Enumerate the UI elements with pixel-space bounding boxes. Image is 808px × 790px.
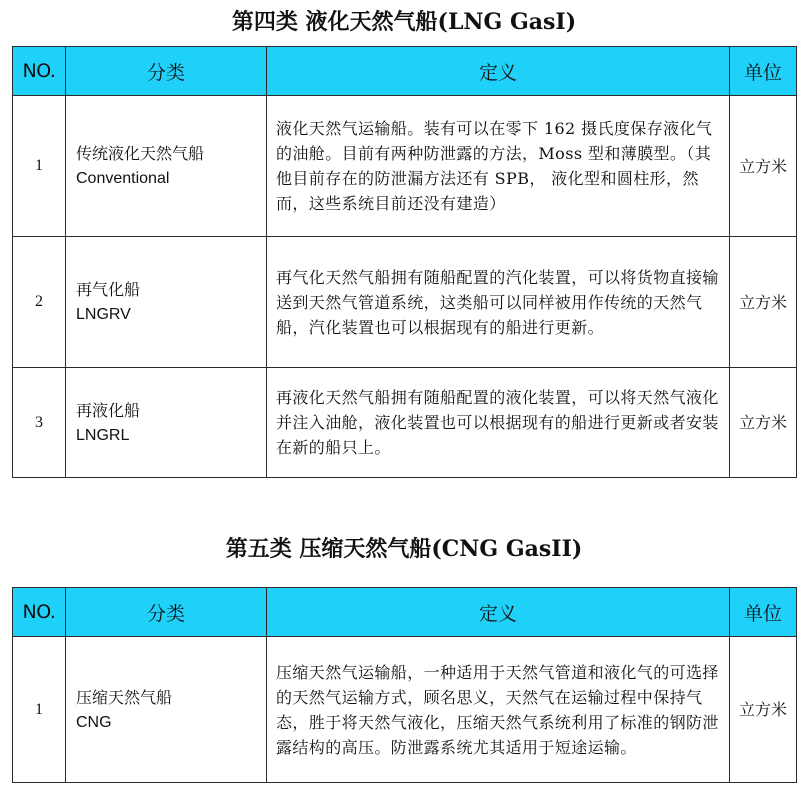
table-row [13,368,797,478]
category-zh: 再液化船 [76,400,141,420]
category-en: Conventional [76,170,170,187]
category-zh: 压缩天然气船 [76,687,173,707]
section-5-title: 第五类 压缩天然气船(CNG GasII) [225,536,583,562]
category-zh: 传统液化天然气船 [76,144,205,163]
table-row [13,637,797,783]
table-header-row [13,588,797,637]
category-cell [66,368,267,478]
definition-cell: 液化天然气运输船。装有可以在零下 162 摄氏度保存液化气的油舱。目前有两种防泄露的方法，Moss 型和薄膜型。（其他目前存在的防泄漏方法还有 SPB， 液化型和圆柱形，然而，这些系统目前还没有建造） [267,96,730,237]
header-definition: 定义 [267,588,730,637]
row-number: 3 [13,368,66,478]
definition-cell: 压缩天然气运输船，一种适用于天然气管道和液化气的可选择的天然气运输方式，顾名思义，天然气在运输过程中保持气态，胜于将天然气液化，压缩天然气系统利用了标准的钢防泄露结构的高压。防泄露系统尤其适用于短途运输。 [267,637,730,783]
unit-cell: 立方米 [730,368,797,478]
category-cell [66,637,267,783]
header-no: NO. [13,588,66,637]
section-4-title: 第四类 液化天然气船(LNG GasI) [231,9,577,35]
unit-cell: 立方米 [730,237,797,368]
definition-cell: 再气化天然气船拥有随船配置的汽化装置，可以将货物直接输送到天然气管道系统，这类船可以同样被用作传统的天然气船，汽化装置也可以根据现有的船进行更新。 [267,237,730,368]
lng-table [12,46,797,478]
row-number: 1 [13,637,66,783]
table-header-row [13,47,797,96]
category-zh: 再气化船 [76,280,141,299]
header-no: NO. [13,47,66,96]
table-row [13,96,797,237]
category-cell [66,96,267,237]
category-cell [66,237,267,368]
category-en: CNG [76,713,112,731]
header-unit: 单位 [730,588,797,637]
category-en: LNGRL [76,426,130,444]
header-definition: 定义 [267,47,730,96]
header-category: 分类 [66,588,267,637]
table-row [13,237,797,368]
row-number: 2 [13,237,66,368]
definition-cell: 再液化天然气船拥有随船配置的液化装置，可以将天然气液化并注入油舱，液化装置也可以根据现有的船进行更新或者安装在新的船只上。 [267,368,730,478]
cng-table [12,587,797,783]
row-number: 1 [13,96,66,237]
header-category: 分类 [66,47,267,96]
unit-cell: 立方米 [730,637,797,783]
unit-cell: 立方米 [730,96,797,237]
category-en: LNGRV [76,306,131,323]
header-unit: 单位 [730,47,797,96]
